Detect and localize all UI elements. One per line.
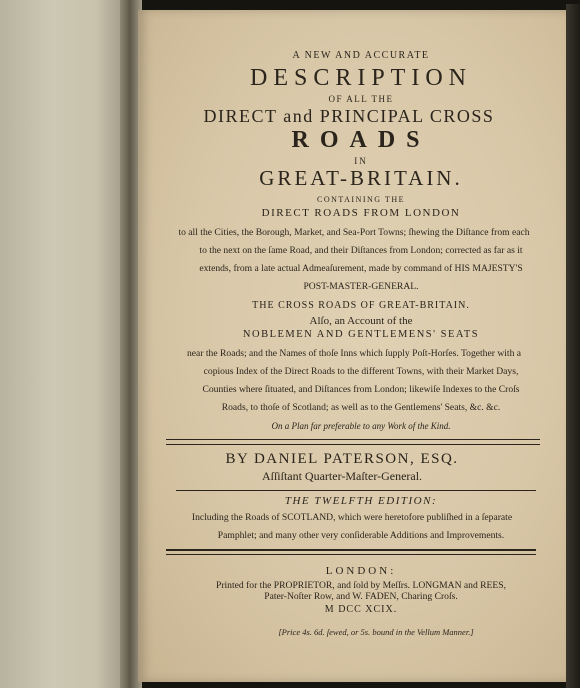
- left-page: [0, 0, 128, 688]
- heading-roads: ROADS: [291, 127, 431, 153]
- heading-noblemen-seats: NOBLEMEN AND GENTLEMENS' SEATS: [242, 329, 480, 340]
- heading-of-all-the: OF ALL THE: [328, 94, 394, 104]
- heading-containing: CONTAINING THE: [317, 195, 405, 204]
- imprint-pater-noster: Pater-Noſter Row, and W. FADEN, Charing Croſs.: [264, 591, 458, 602]
- price-line: [Price 4s. 6d. ſewed, or 5s. bound in the Vellum Manner.]: [278, 627, 474, 637]
- imprint-printed-for: Printed for the PROPRIETOR, and ſold by Meſſrs. LONGMAN and REES,: [215, 580, 507, 591]
- heading-description: DESCRIPTION: [249, 65, 472, 91]
- paragraph-distances: to all the Cities, the Borough, Market, and Sea-Port Towns; ſhewing the Diſtance from each to the next on the ſame Road, and their Diſtances from London; corrected as far as it extends, from a late actual Admeaſurement, made by command of HIS MAJESTY'S POST-MASTER-GENERAL.: [178, 227, 530, 292]
- heading-cross-roads: THE CROSS ROADS OF GREAT-BRITAIN.: [252, 300, 470, 311]
- edition-heading: THE TWELFTH EDITION:: [284, 495, 438, 507]
- book-edge: [566, 4, 580, 688]
- paragraph-inns-index: near the Roads; and the Names of thoſe Inns which ſupply Poſt-Horſes. Together with a copious Index of the Direct Roads to the different Towns, with their Market Days, Counties where ſituated, and Diſtances from London; likewiſe Indexes to the Croſs Roads, to thoſe of Scotland; as well as to the Gentlemens' Seats, &c. &c.: [186, 348, 522, 413]
- author-title: Aſſiſtant Quarter-Maſter-General.: [261, 469, 423, 483]
- heading-direct-roads-london: DIRECT ROADS FROM LONDON: [261, 207, 461, 219]
- thick-rule: [166, 549, 536, 555]
- double-rule: [166, 439, 540, 445]
- imprint-year: M DCC XCIX.: [324, 604, 398, 615]
- heading-great-britain: GREAT-BRITAIN.: [259, 166, 463, 190]
- heading-new-accurate: A NEW AND ACCURATE: [292, 50, 430, 61]
- heading-in: IN: [354, 156, 368, 166]
- title-page-text: [178, 50, 532, 637]
- single-rule: [176, 490, 536, 491]
- author-line: BY DANIEL PATERSON, ESQ.: [225, 451, 459, 467]
- paragraph-edition: Including the Roads of SCOTLAND, which were heretofore publiſhed in a ſeparate Pamphlet; and many other very conſiderable Additions and Improvements.: [191, 512, 513, 541]
- heading-direct-principal: DIRECT and PRINCIPAL CROSS: [203, 106, 495, 126]
- imprint-london: LONDON:: [325, 565, 397, 577]
- text-also-account: Alſo, an Account of the: [309, 315, 413, 327]
- text-plan-preferable: On a Plan far preferable to any Work of the Kind.: [271, 421, 451, 431]
